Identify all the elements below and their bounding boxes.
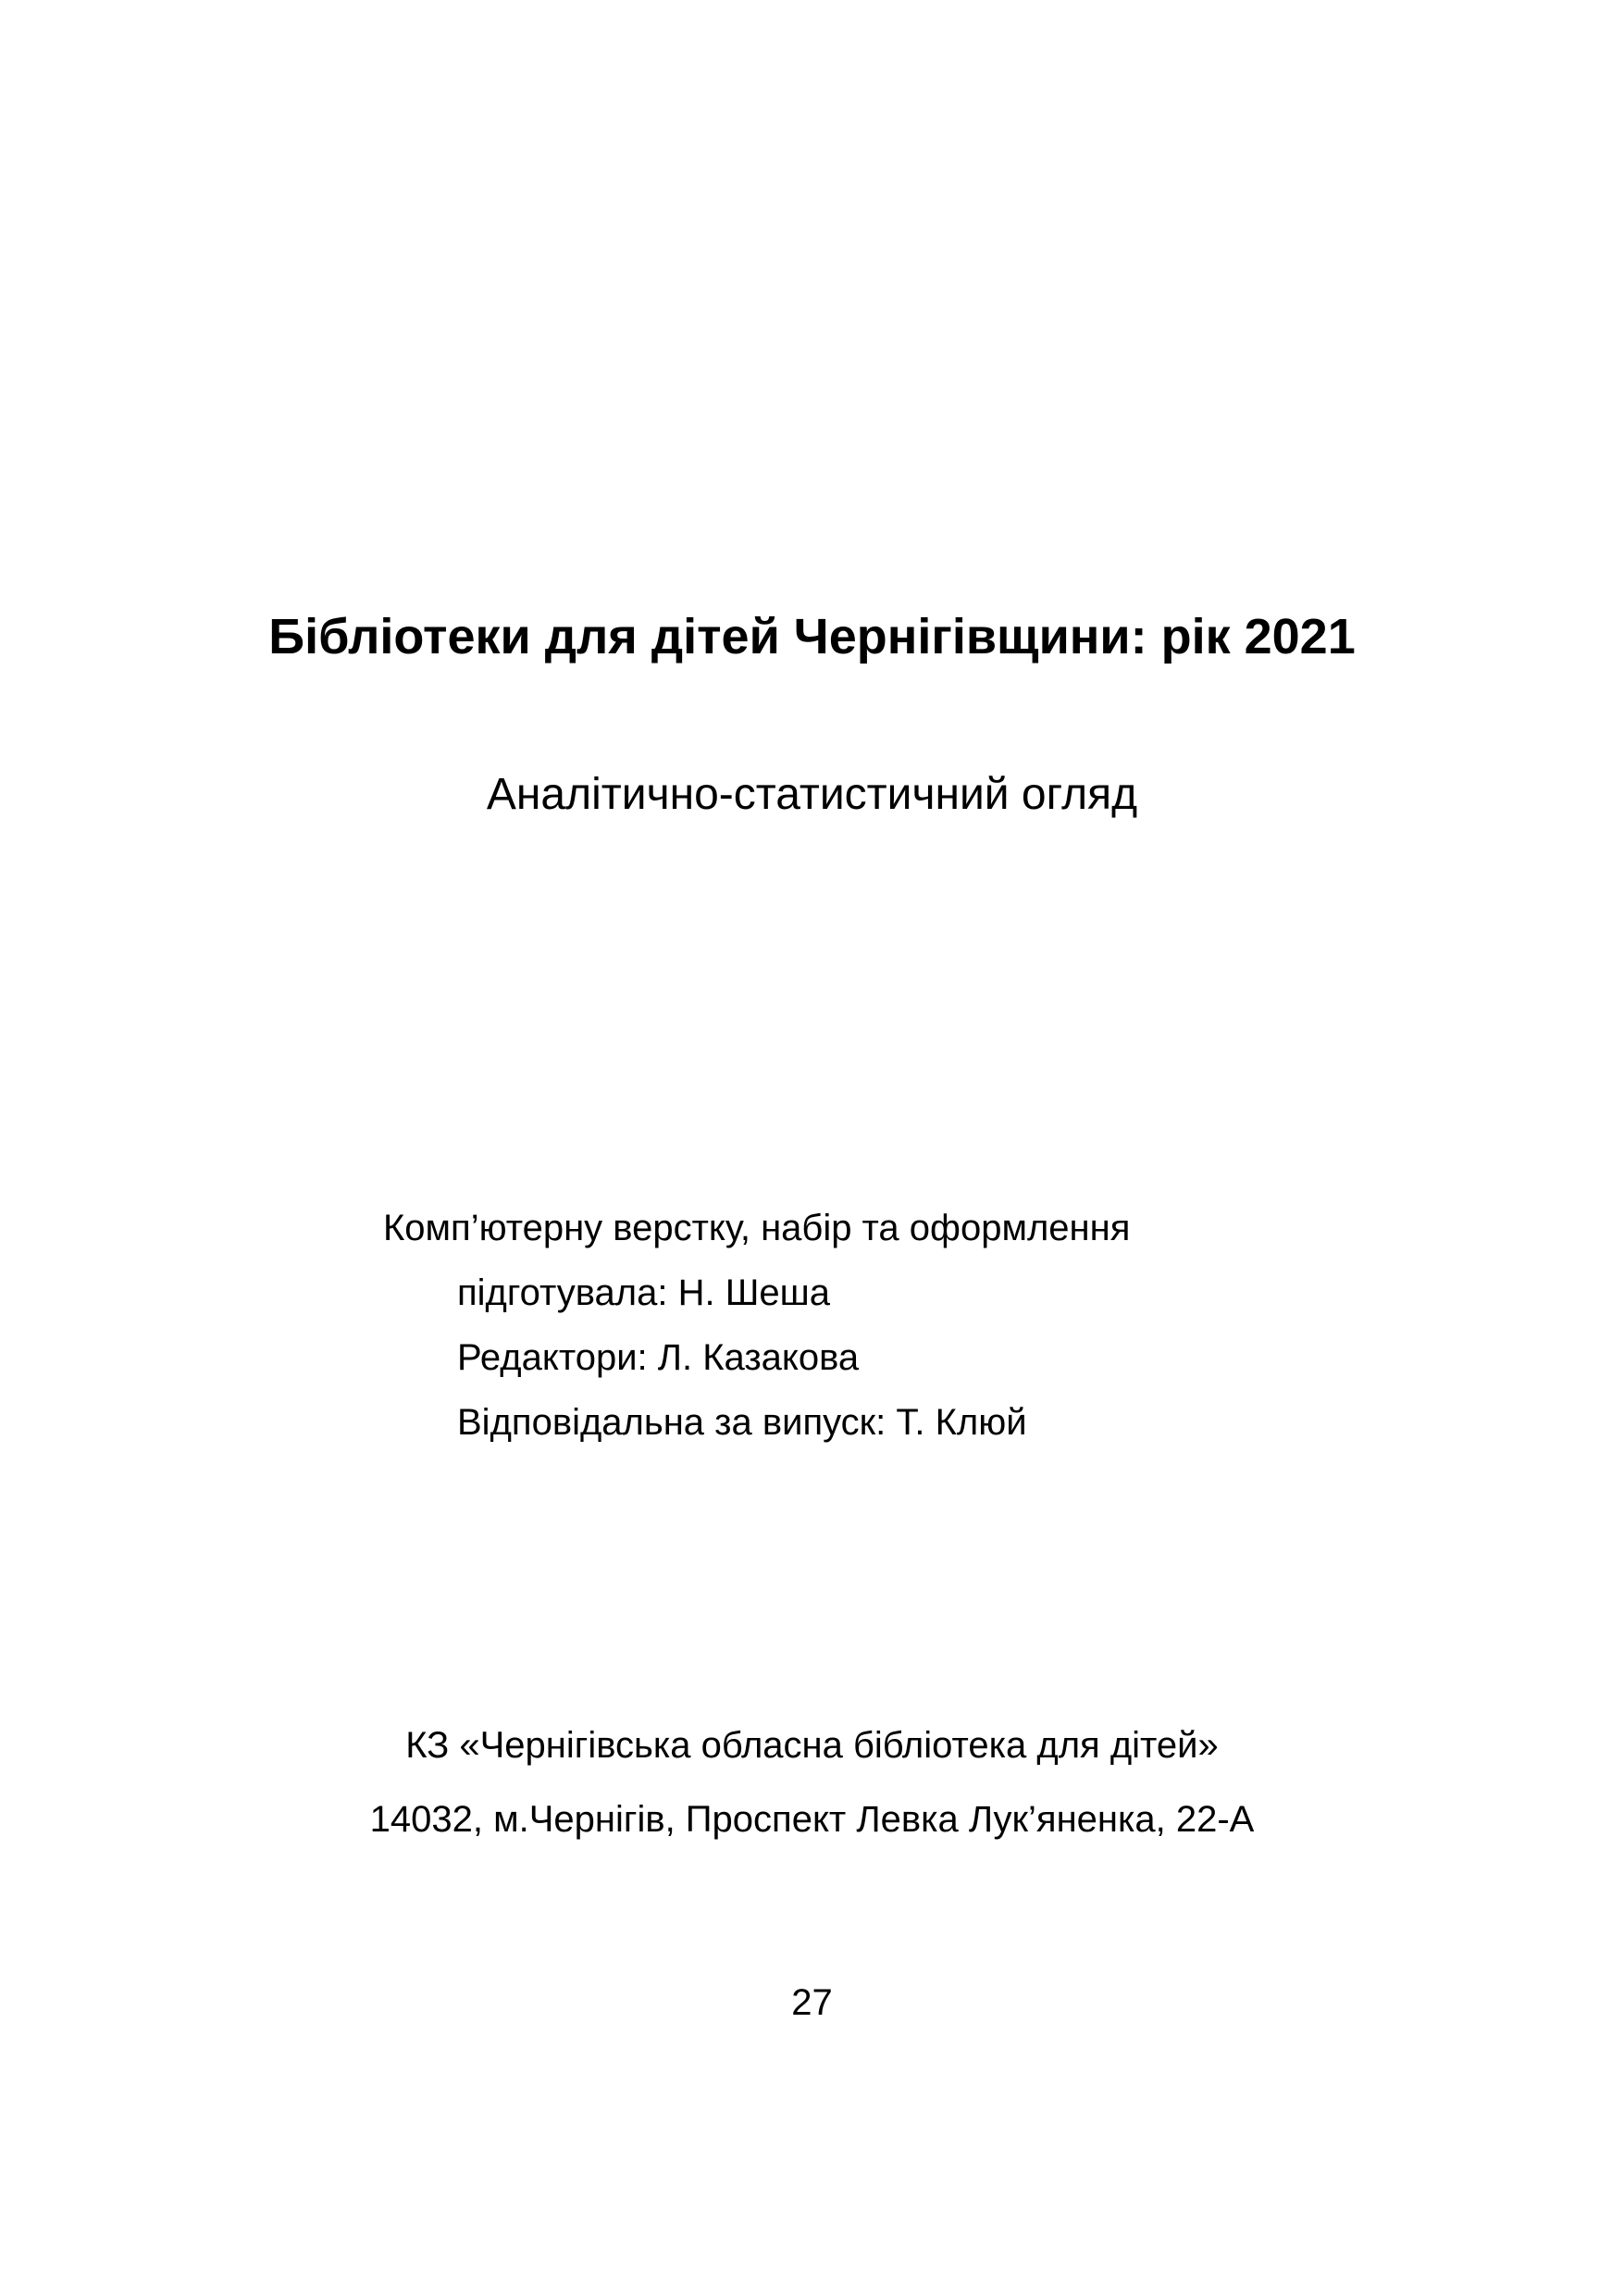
page-number: 27: [791, 1982, 833, 2023]
credits-prepared-by: підготувала: Н. Шеша: [457, 1272, 830, 1313]
credits-layout-line: Комп’ютерну верстку, набір та оформлення: [383, 1208, 1131, 1248]
publisher-address: 14032, м.Чернігів, Проспект Левка Лук’яненка, 22-А: [369, 1799, 1255, 1840]
credits-block: [383, 1196, 1130, 1455]
publisher-block: [0, 1708, 1624, 1856]
document-title: Бібліотеки для дітей Чернігівщини: рік 2021: [268, 609, 1356, 664]
document-subtitle: Аналітично-статистичний огляд: [486, 770, 1138, 819]
publisher-name: КЗ «Чернігівська обласна бібліотека для дітей»: [405, 1725, 1219, 1766]
credits-responsible: Відповідальна за випуск: Т. Клюй: [457, 1402, 1027, 1443]
credits-editors: Редактори: Л. Казакова: [457, 1337, 860, 1378]
